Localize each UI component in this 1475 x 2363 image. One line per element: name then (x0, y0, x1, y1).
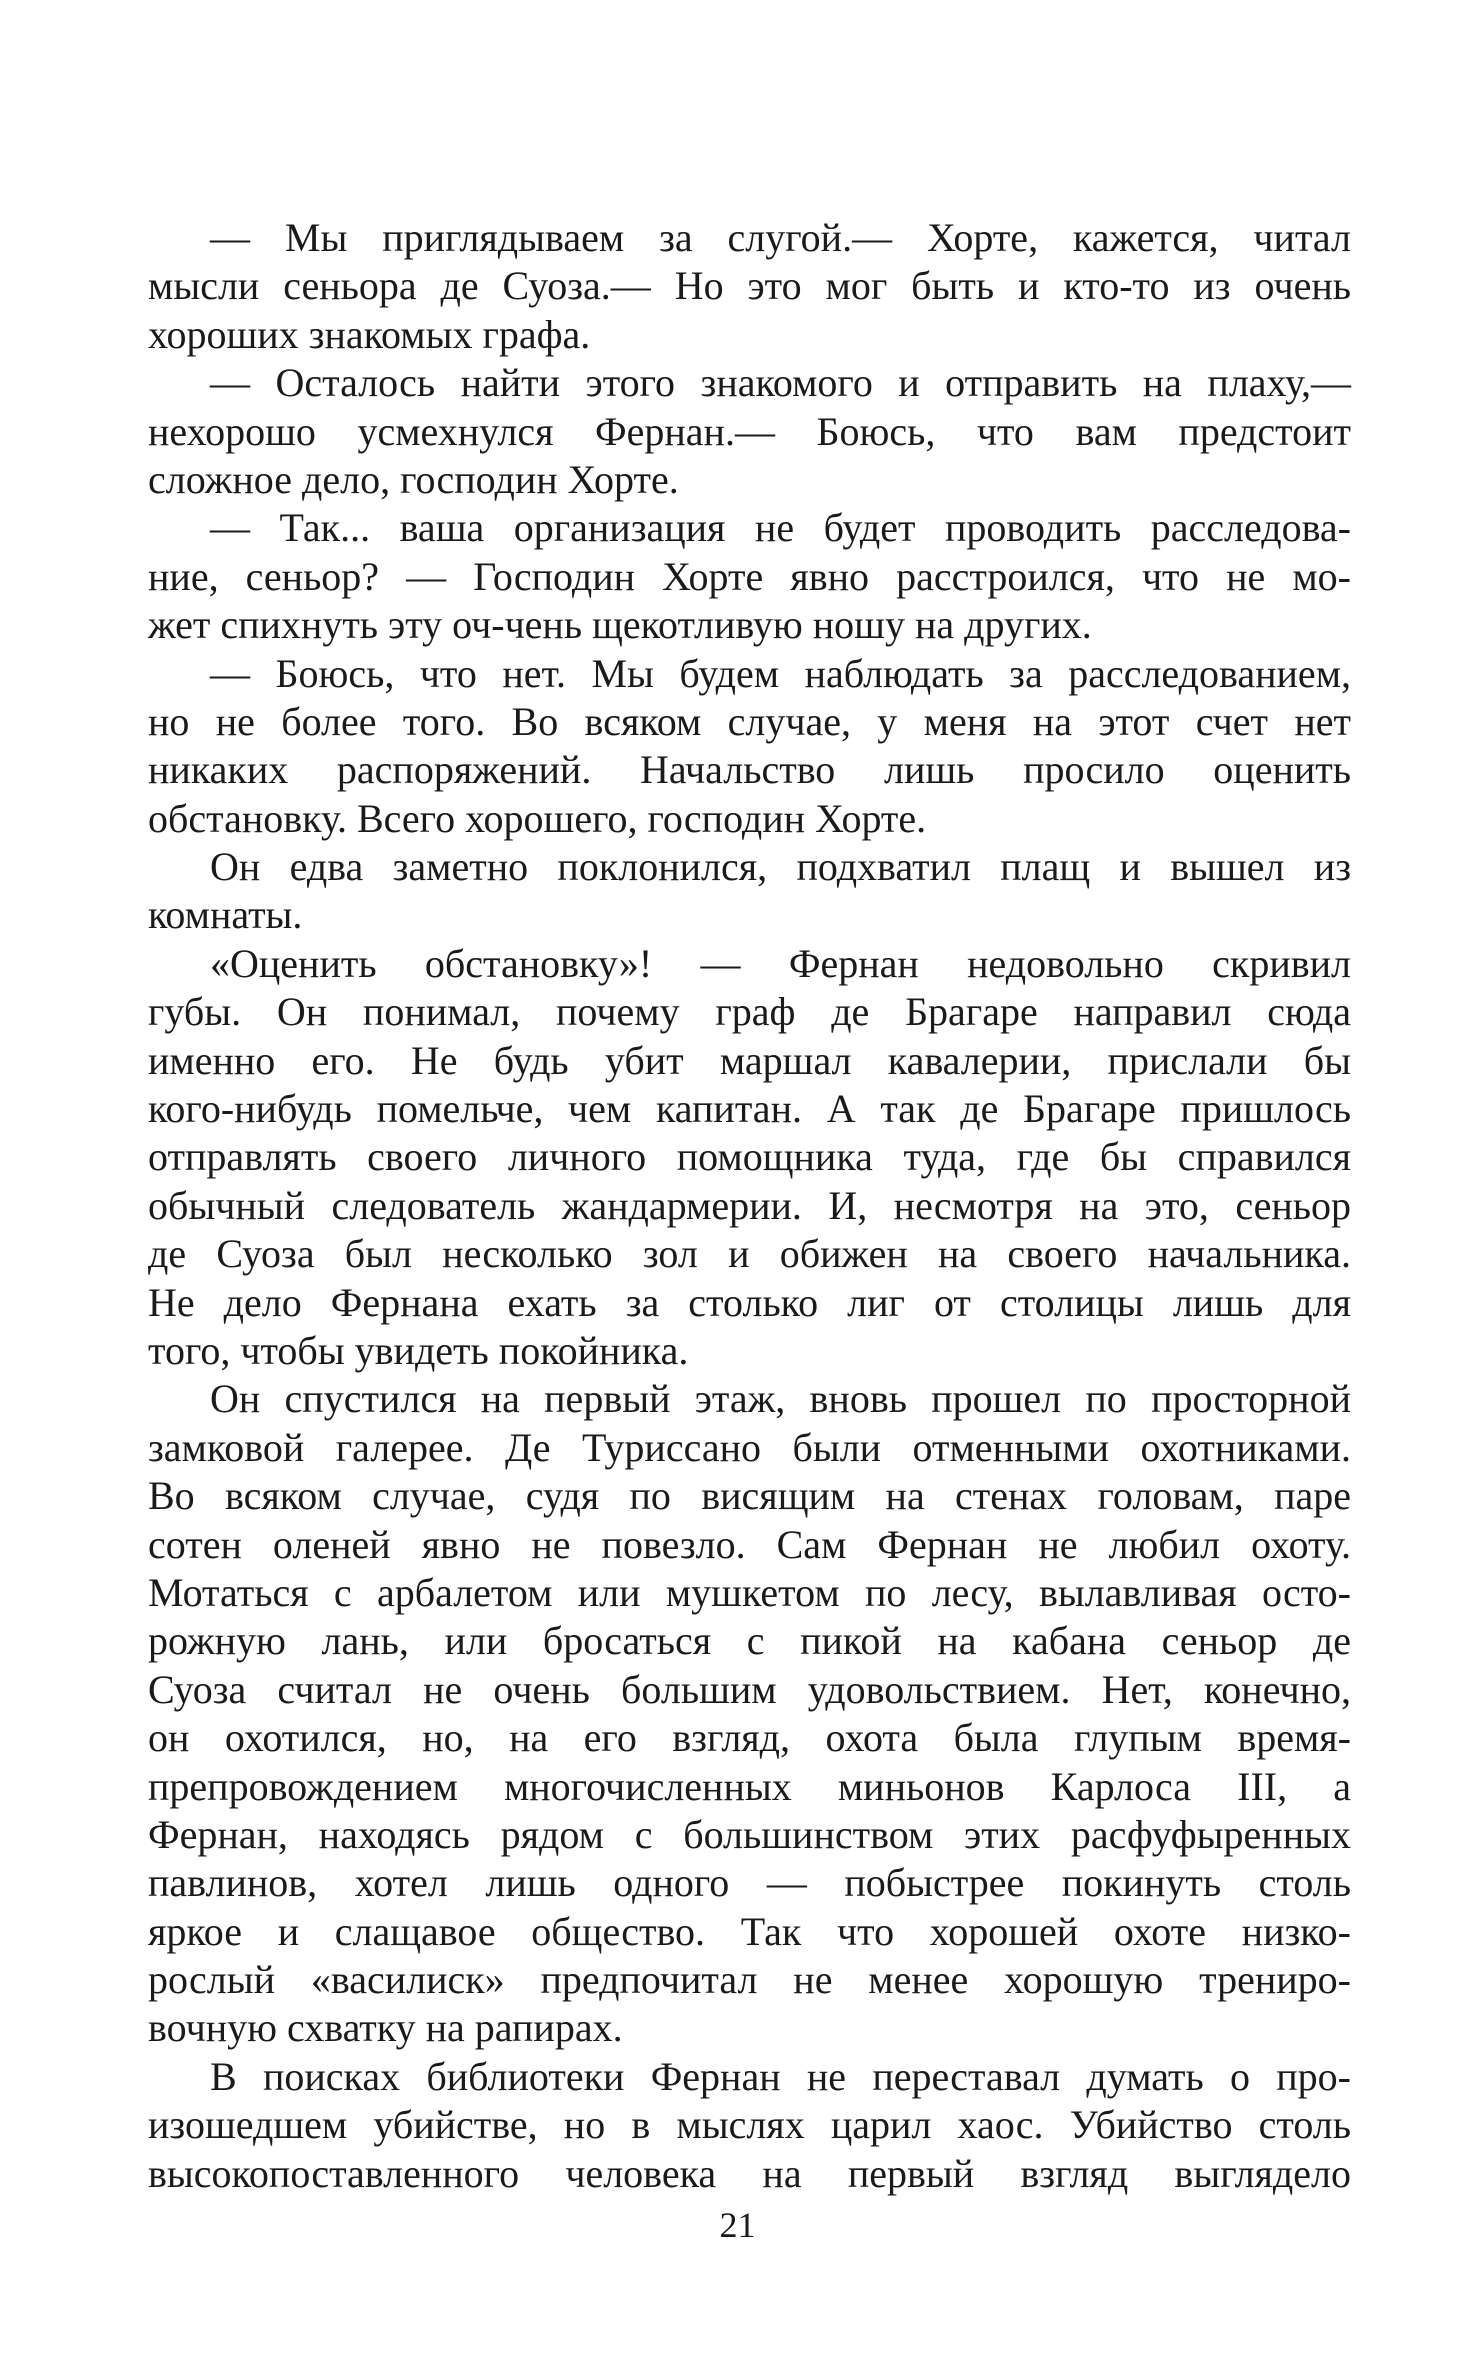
text-line: жет спихнуть эту оч-чень щекотливую ношу на других. (148, 602, 1092, 648)
text-line: препровождением многочисленных миньонов Карлоса III, а (148, 1763, 1351, 1809)
text-line: рожную лань, или бросаться с пикой на кабана сеньор де (148, 1618, 1351, 1664)
text-line: отправлять своего личного помощника туда, где бы справился (148, 1134, 1351, 1180)
text-line: де Суоза был несколько зол и обижен на своего начальника. (148, 1231, 1351, 1277)
text-line: — Осталось найти этого знакомого и отправить на плаху,— (210, 360, 1351, 406)
text-line: павлинов, хотел лишь одного — побыстрее покинуть столь (148, 1860, 1351, 1906)
paragraph (148, 843, 1351, 940)
paragraph (148, 940, 1351, 1376)
text-line: Он спустился на первый этаж, вновь прошел по просторной (210, 1376, 1351, 1422)
text-line: Фернан, находясь рядом с большинством этих расфуфыренных (148, 1811, 1351, 1857)
paragraph (148, 1375, 1351, 2052)
text-line: «Оценить обстановку»! — Фернан недовольно скривил (210, 940, 1351, 986)
text-line: замковой галерее. Де Туриссано были отменными охотниками. (148, 1424, 1351, 1470)
text-line: сотен оленей явно не повезло. Сам Фернан не любил охоту. (148, 1521, 1351, 1567)
body-text (148, 214, 1351, 2198)
text-line: — Мы приглядываем за слугой.— Хорте, кажется, читал (210, 215, 1351, 260)
text-line: но не более того. Во всяком случае, у меня на этот счет нет (148, 698, 1351, 744)
text-line: губы. Он понимал, почему граф де Брагаре направил сюда (148, 989, 1351, 1035)
text-line: сложное дело, господин Хорте. (148, 456, 679, 502)
text-line: Не дело Фернана ехать за столько лиг от столицы лишь для (148, 1279, 1351, 1325)
paragraph (148, 214, 1351, 359)
text-line: Во всяком случае, судя по висящим на стенах головам, паре (148, 1473, 1351, 1519)
text-line: — Боюсь, что нет. Мы будем наблюдать за расследованием, (210, 650, 1351, 696)
text-line: нехорошо усмехнулся Фернан.— Боюсь, что вам предстоит (148, 408, 1351, 454)
text-line: яркое и слащавое общество. Так что хорошей охоте низко- (148, 1908, 1351, 1954)
text-line: обычный следователь жандармерии. И, несмотря на это, сеньор (148, 1182, 1351, 1228)
text-line: высокопоставленного человека на первый взгляд выглядело (148, 2150, 1351, 2196)
text-line: он охотился, но, на его взгляд, охота была глупым время- (148, 1715, 1351, 1761)
text-line: обстановку. Всего хорошего, господин Хорте. (148, 795, 927, 841)
text-line: Он едва заметно поклонился, подхватил плащ и вышел из (210, 844, 1351, 890)
text-line: вочную схватку на рапирах. (148, 2005, 623, 2051)
text-line: ние, сеньор? — Господин Хорте явно расстроился, что не мо- (148, 553, 1351, 599)
paragraph (148, 650, 1351, 844)
text-line: Мотаться с арбалетом или мушкетом по лесу, вылавливая осто- (148, 1569, 1351, 1615)
text-line: Суоза считал не очень большим удовольствием. Нет, конечно, (148, 1666, 1351, 1712)
text-line: кого-нибудь помельче, чем капитан. А так де Брагаре пришлось (148, 1086, 1351, 1132)
paragraph (148, 359, 1351, 504)
text-line: никаких распоряжений. Начальство лишь просило оценить (148, 747, 1351, 793)
text-line: именно его. Не будь убит маршал кавалерии, прислали бы (148, 1037, 1351, 1083)
text-line: мысли сеньора де Суоза.— Но это мог быть и кто-то из очень (148, 263, 1351, 309)
paragraph (148, 2053, 1351, 2198)
text-line: рослый «василиск» предпочитал не менее хорошую трениро- (148, 1957, 1351, 2003)
text-line: В поисках библиотеки Фернан не переставал думать о про- (210, 2053, 1351, 2099)
text-line: комнаты. (148, 892, 303, 938)
text-line: хороших знакомых графа. (148, 311, 591, 357)
page-number: 21 (719, 2205, 756, 2245)
text-line: изошедшем убийстве, но в мыслях царил хаос. Убийство столь (148, 2102, 1351, 2148)
paragraph (148, 504, 1351, 649)
text-line: того, чтобы увидеть покойника. (148, 1327, 689, 1373)
text-line: — Так... ваша организация не будет проводить расследова- (210, 505, 1351, 551)
